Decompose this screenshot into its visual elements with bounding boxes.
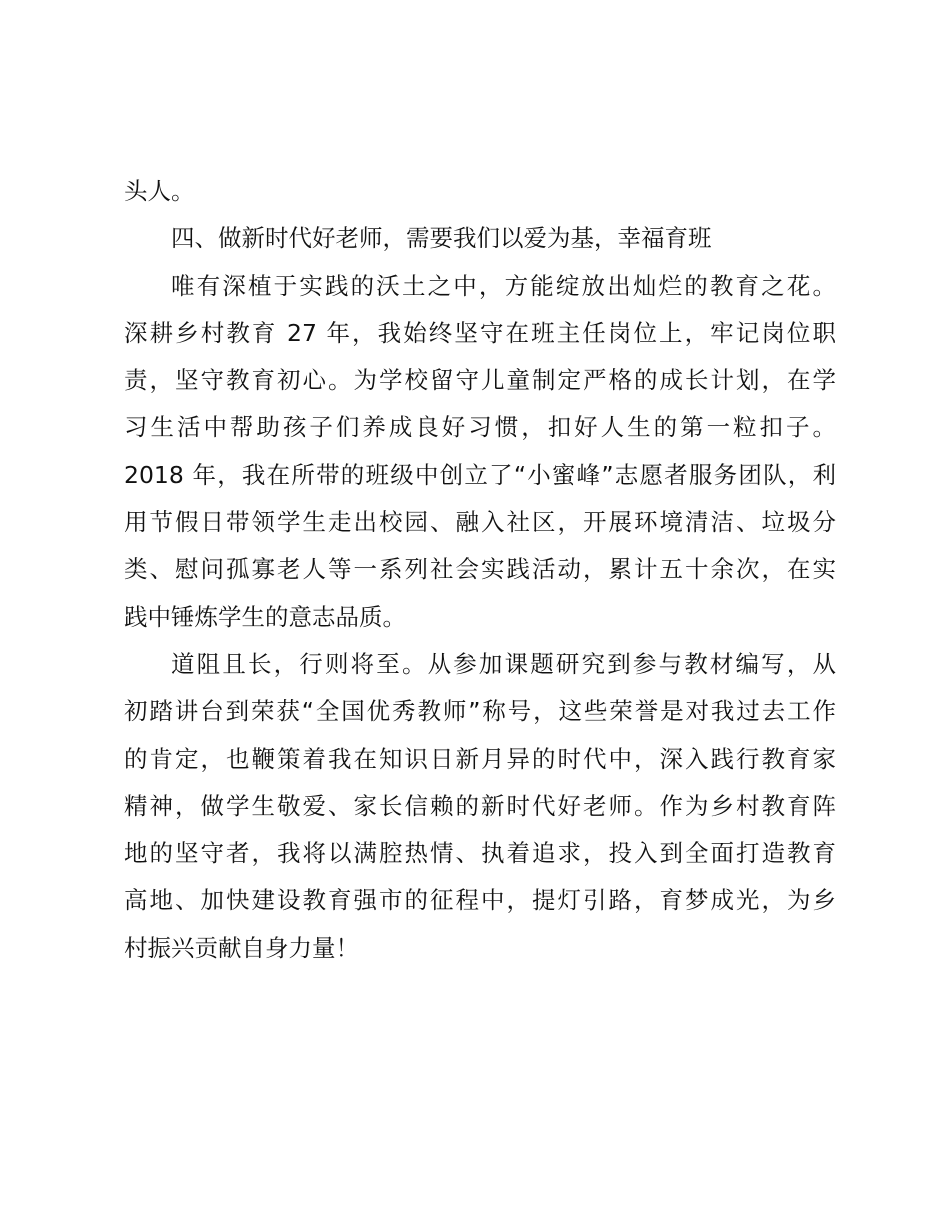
text-line: 类、慰问孤寡老人等一系列社会实践活动，累计五十余次，在实	[124, 555, 836, 584]
text-line: 精神，做学生敬爱、家长信赖的新时代好老师。作为乡村教育阵	[124, 791, 836, 820]
text-line: 初踏讲台到荣获“全国优秀教师”称号，这些荣誉是对我过去工作	[124, 697, 836, 726]
text-line: 高地、加快建设教育强市的征程中，提灯引路，育梦成光，为乡	[124, 886, 836, 915]
text-line: 2018 年，我在所带的班级中创立了“小蜜峰”志愿者服务团队，利	[124, 460, 836, 489]
text-line: 唯有深植于实践的沃土之中，方能绽放出灿烂的教育之花。	[171, 271, 836, 300]
text-line: 践中锤炼学生的意志品质。	[124, 602, 406, 631]
text-line: 村振兴贡献自身力量！	[124, 933, 359, 962]
text-line: 深耕乡村教育 27 年，我始终坚守在班主任岗位上，牢记岗位职	[124, 318, 836, 347]
text-line: 地的坚守者，我将以满腔热情、执着追求，投入到全面打造教育	[124, 839, 836, 868]
section-heading: 四、做新时代好老师，需要我们以爱为基，幸福育班	[171, 224, 712, 253]
text-line: 道阻且长，行则将至。从参加课题研究到参与教材编写，从	[171, 649, 836, 678]
text-line-continuation: 头人。	[124, 177, 195, 205]
text-line: 习生活中帮助孩子们养成良好习惯，扣好人生的第一粒扣子。	[124, 413, 836, 442]
text-line: 责，坚守教育初心。为学校留守儿童制定严格的成长计划，在学	[124, 366, 836, 395]
document-body	[124, 168, 836, 972]
text-line: 用节假日带领学生走出校园、融入社区，开展环境清洁、垃圾分	[124, 508, 836, 537]
text-line: 的肯定，也鞭策着我在知识日新月异的时代中，深入践行教育家	[124, 744, 836, 773]
